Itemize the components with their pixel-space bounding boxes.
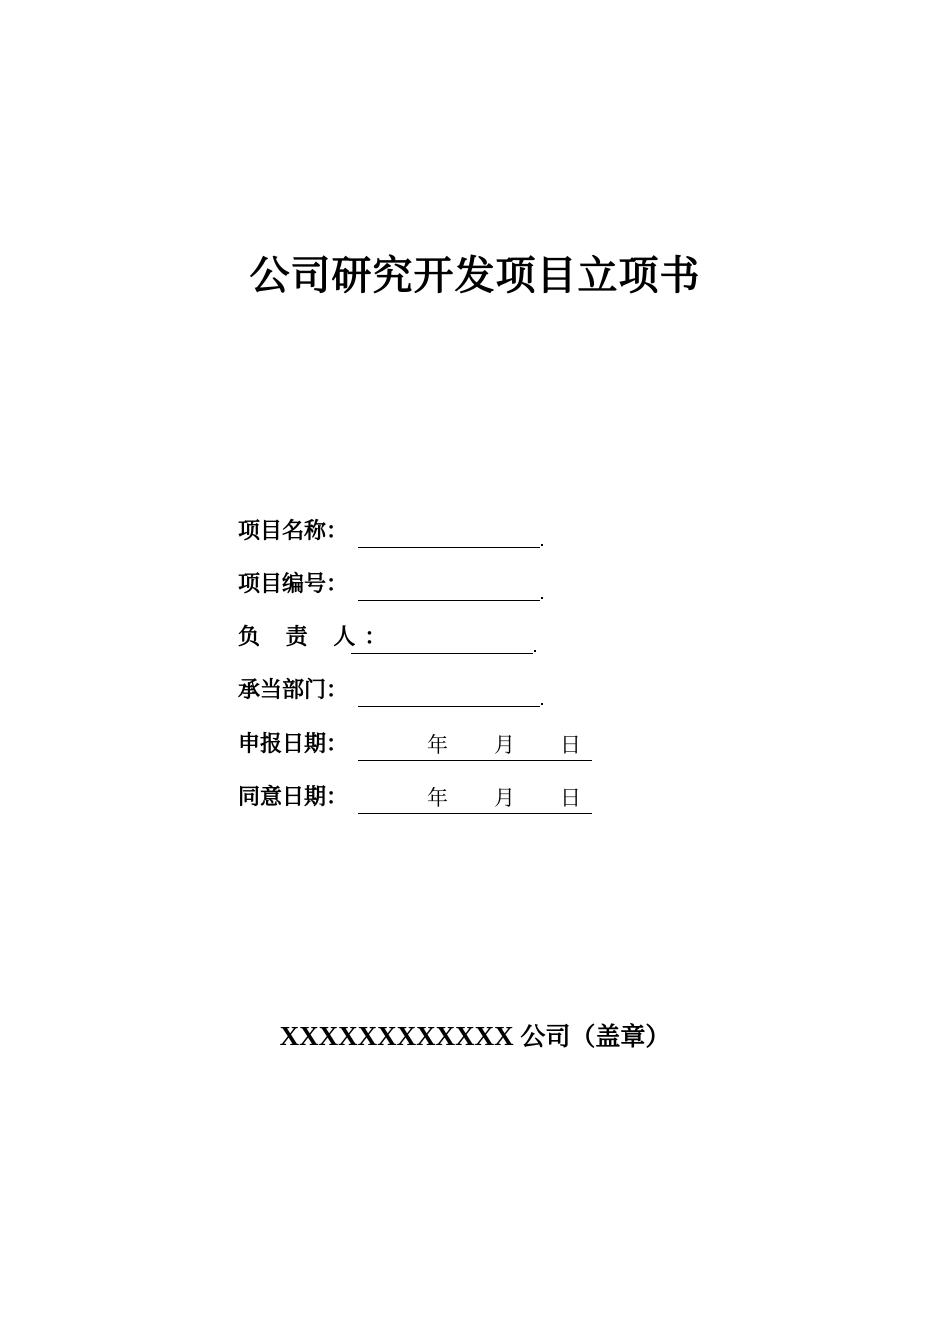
responsible-person-blank[interactable] [351,653,533,654]
blank-end-dot [541,703,543,705]
blank-end-dot [534,650,536,652]
department-field [238,674,558,708]
apply-date-blank[interactable] [358,760,592,761]
company-name-placeholder: XXXXXXXXXXXX [279,1021,514,1051]
approve-date-blank[interactable] [358,813,592,814]
project-name-blank[interactable] [358,547,540,548]
company-seal-suffix: 公司（盖章） [520,1022,671,1051]
project-number-field [238,568,558,602]
apply-date-month-unit: 月 [494,733,515,757]
apply-date-year-unit: 年 [427,733,448,757]
approve-date-day-unit: 日 [560,786,581,810]
approve-date-month-unit: 月 [494,786,515,810]
approve-date-field [238,781,608,815]
apply-date-field [238,728,608,762]
project-name-label: 项目名称： [238,519,349,544]
responsible-person-field [238,621,558,655]
apply-date-day-unit: 日 [560,733,581,757]
project-name-field [238,515,558,549]
project-number-blank[interactable] [358,600,540,601]
blank-end-dot [541,597,543,599]
company-seal-line [0,1016,950,1057]
department-label: 承当部门： [238,678,349,703]
approve-date-label: 同意日期： [238,785,349,810]
document-title: 公司研究开发项目立项书 [249,253,701,299]
department-blank[interactable] [358,706,540,707]
apply-date-label: 申报日期： [238,732,349,757]
approve-date-year-unit: 年 [427,786,448,810]
responsible-person-label: 负 责 人： [238,625,396,650]
blank-end-dot [541,544,543,546]
project-number-label: 项目编号： [238,572,349,597]
